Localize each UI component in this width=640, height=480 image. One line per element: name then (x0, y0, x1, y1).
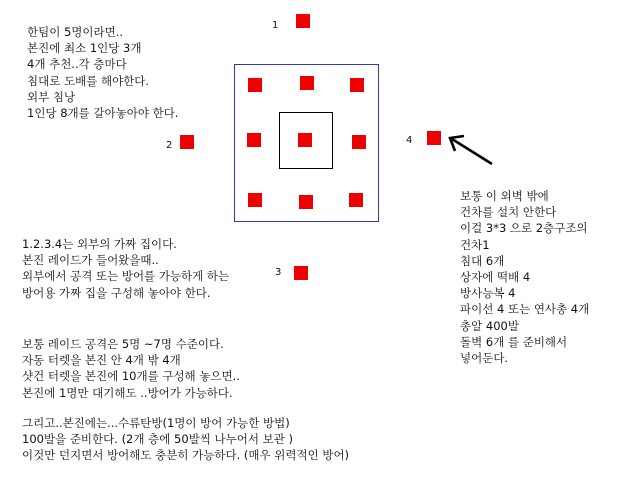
fake-house-note (22, 236, 229, 301)
note-line: 100발을 준비한다. (2개 층에 50발씩 나누어서 보관 ) (22, 432, 293, 447)
note-line: 방어용 가짜 집을 구성해 놓아야 한다. (22, 285, 211, 300)
base-marker-bottom-right (349, 193, 363, 207)
note-line: 이걸 3*3 으로 2층구조의 (460, 221, 588, 236)
base-marker-top-left (248, 78, 262, 92)
fake-house-marker-2 (180, 135, 194, 149)
note-line: 1.2.3.4는 외부의 가짜 집이다. (22, 237, 177, 251)
note-line: 4개 추천..각 층마다 (27, 57, 127, 72)
base-marker-center (298, 133, 312, 147)
note-line: 한팀이 5명이라면.. (27, 25, 124, 39)
note-line: 외부 침낭 (27, 89, 76, 104)
note-line: 상자에 떡배 4 (460, 270, 531, 285)
raid-note (22, 336, 240, 401)
base-marker-mid-right (352, 135, 366, 149)
grenade-note (22, 415, 349, 464)
note-line: 이것만 던지면서 방어해도 충분히 가능하다. (매우 위력적인 방어) (22, 448, 350, 463)
note-line: 침대 6개 (460, 253, 505, 268)
base-marker-top-right (350, 78, 364, 92)
note-line: 총알 400발 (460, 318, 519, 333)
note-line: 1인당 8개를 갈아놓아야 한다. (27, 106, 179, 121)
note-line: 돌벽 6개 를 준비해서 (460, 334, 568, 349)
note-line: 본진 레이드가 들어왔을때.. (22, 253, 159, 268)
fake-house-label-2: 2 (166, 140, 173, 151)
base-marker-bottom-left (248, 193, 262, 207)
top-left-note (27, 24, 178, 121)
fake-house-marker-4 (427, 131, 441, 145)
note-line: 건차를 설치 안한다 (460, 205, 557, 220)
note-line: 외부에서 공격 또는 방어를 가능하게 하는 (22, 269, 230, 284)
fake-house-marker-3 (294, 266, 308, 280)
note-line: 보통 레이드 공격은 5명 ~7명 수준이다. (22, 337, 224, 351)
base-marker-top-center (300, 76, 314, 90)
note-line: 자동 터렛을 본진 안 4개 밖 4개 (22, 353, 181, 368)
note-line: 침대로 도배를 해야한다. (27, 73, 150, 88)
note-line: 건차1 (460, 237, 490, 252)
base-marker-mid-left (247, 133, 261, 147)
note-line: 넣어둔다. (460, 351, 509, 366)
note-line: 샷건 터렛을 본진에 10개를 구성해 놓으면.. (22, 369, 240, 384)
base-marker-bottom-center (299, 195, 313, 209)
note-line: 본진에 최소 1인당 3개 (27, 41, 142, 56)
fake-house-label-3: 3 (275, 267, 282, 278)
note-line: 보통 이 외벽 밖에 (460, 189, 549, 203)
right-note (460, 188, 589, 366)
note-line: 방사능복 4 (460, 286, 516, 301)
note-line: 파이선 4 또는 연사총 4개 (460, 302, 590, 317)
fake-house-label-4: 4 (406, 135, 413, 146)
note-line: 그리고..본진에는...수류탄방(1명이 방어 가능한 방법) (22, 416, 290, 430)
fake-house-label-1: 1 (272, 20, 279, 31)
arrow-icon (440, 130, 500, 170)
note-line: 본진에 1명만 대기해도 ..방어가 가능하다. (22, 385, 233, 400)
fake-house-marker-1 (296, 14, 310, 28)
